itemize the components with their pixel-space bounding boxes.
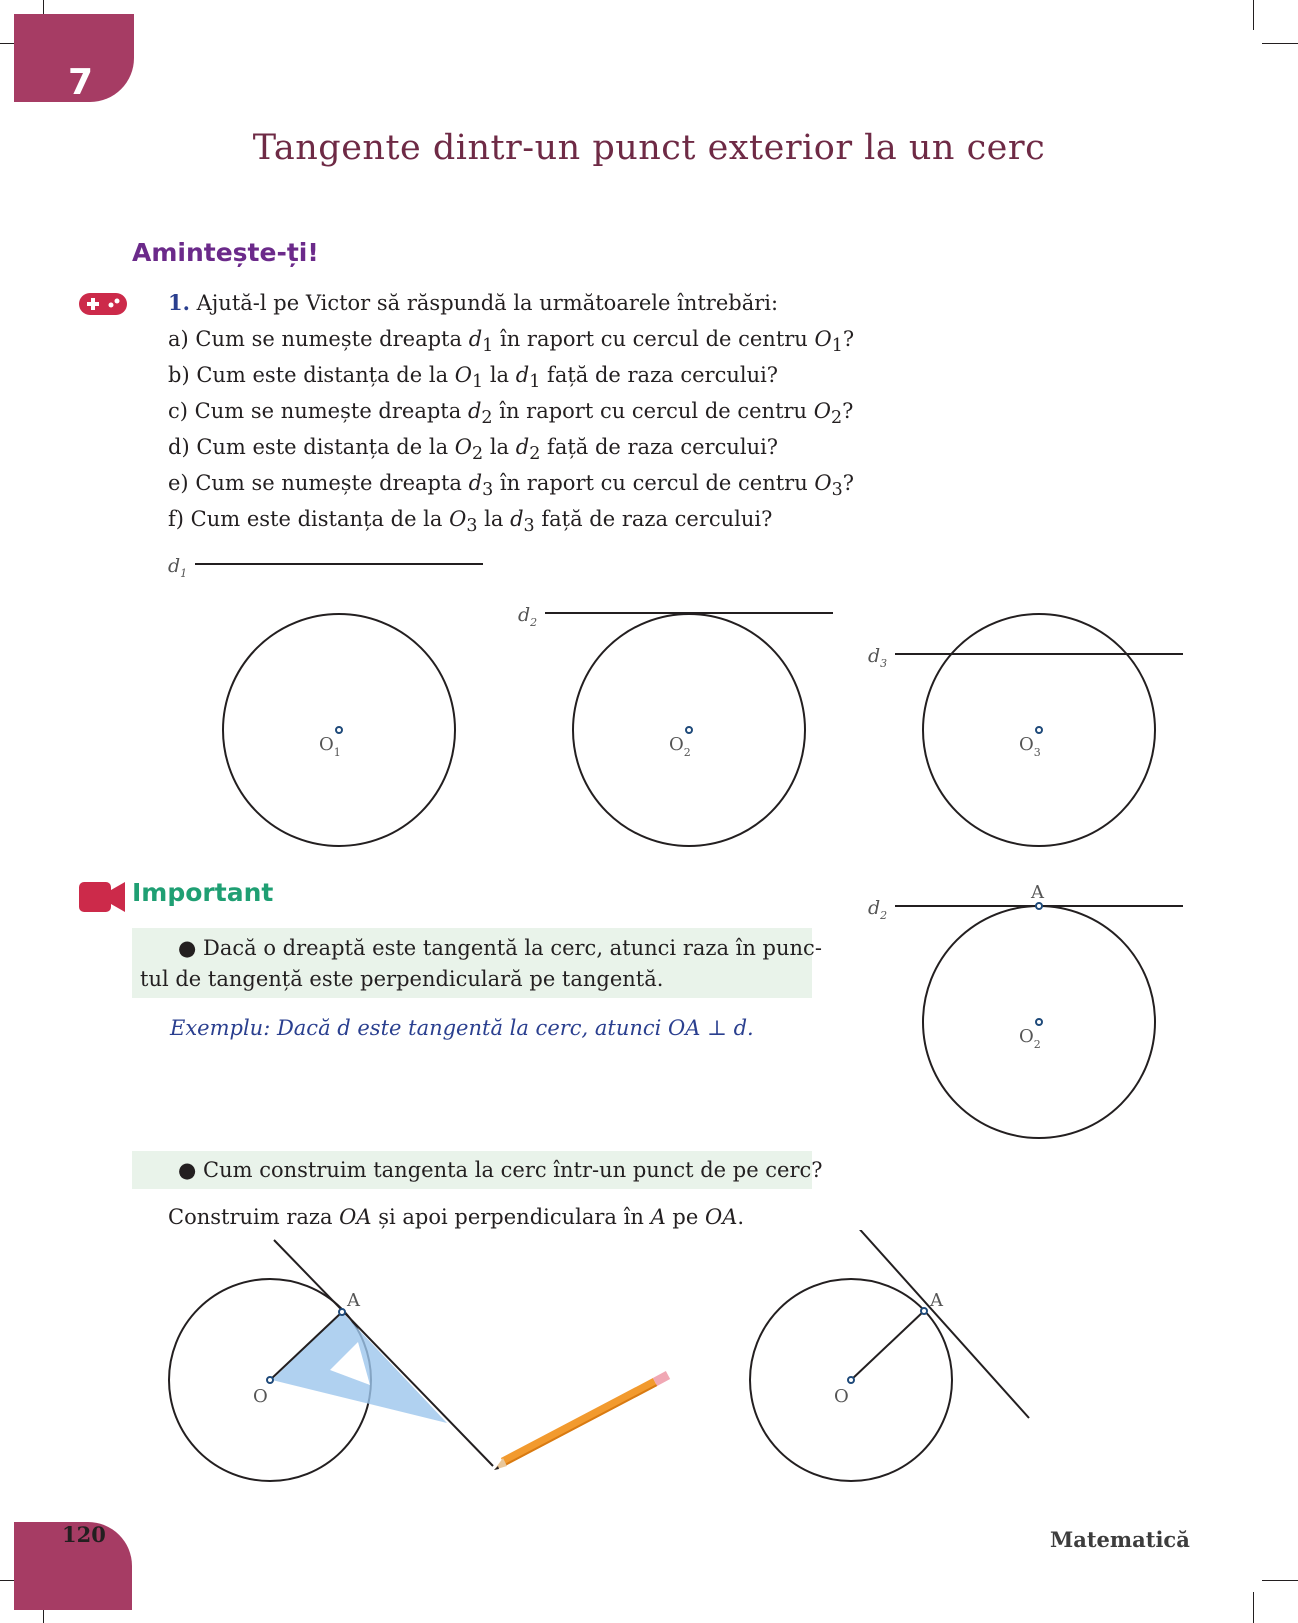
rule-line-1 bbox=[178, 933, 822, 963]
label-d2: $d_2$ bbox=[868, 897, 888, 922]
question-letter: f) bbox=[168, 507, 184, 531]
question-end: ? bbox=[842, 399, 854, 423]
label-d1: $d_1$ bbox=[168, 555, 188, 580]
perpendicular-symbol: ⊥ bbox=[707, 1016, 727, 1040]
center-var: O bbox=[813, 399, 831, 423]
exercise-intro-text: Ajută-l pe Victor să răspundă la următoarele întrebări: bbox=[196, 291, 779, 315]
example-prefix: Exemplu: Dacă d este tangentă la cerc, atunci OA bbox=[170, 1016, 701, 1040]
construct-var-oa-2: OA bbox=[704, 1205, 738, 1229]
question-a bbox=[168, 324, 854, 361]
line-sub: 3 bbox=[523, 516, 535, 537]
question-text: Cum construim tangenta la cerc într-un punct de pe cerc? bbox=[203, 1158, 823, 1182]
center-point-1 bbox=[336, 727, 342, 733]
bullet: ● bbox=[178, 1158, 197, 1182]
question-letter: e) bbox=[168, 471, 189, 495]
question-letter: d) bbox=[168, 435, 190, 459]
center-var: O bbox=[449, 507, 467, 531]
rule-text: Dacă o dreaptă este tangentă la cerc, atunci raza în punc- bbox=[203, 936, 822, 960]
question-text: la bbox=[489, 435, 510, 459]
line-var: d bbox=[467, 399, 482, 423]
tangent-figure bbox=[860, 876, 1190, 1146]
line-sub: 1 bbox=[529, 372, 541, 393]
construct-var-a: A bbox=[650, 1205, 666, 1229]
radius-oa-2 bbox=[851, 1311, 924, 1380]
crop-mark bbox=[1253, 1592, 1254, 1623]
label-a: A bbox=[1031, 882, 1044, 903]
question-b bbox=[168, 360, 778, 397]
construct-var-oa: OA bbox=[339, 1205, 372, 1229]
label-o2: $O_2$ bbox=[669, 734, 691, 759]
question-end: față de raza cercului? bbox=[541, 507, 773, 531]
crop-mark bbox=[1262, 1580, 1298, 1581]
center-var: O bbox=[454, 435, 472, 459]
question-letter: b) bbox=[168, 363, 190, 387]
question-box bbox=[132, 1151, 823, 1189]
question-text: Cum este distanța de la bbox=[196, 435, 449, 459]
question-end: ? bbox=[842, 471, 855, 495]
center-sub: 3 bbox=[831, 480, 843, 501]
center-point bbox=[1036, 1019, 1042, 1025]
rule-box bbox=[132, 928, 822, 998]
label-o: O bbox=[834, 1386, 849, 1407]
question-text: în raport cu cercul de centru bbox=[499, 399, 808, 423]
label-o2: $O_2$ bbox=[1019, 1026, 1041, 1051]
exercise-number: 1. bbox=[168, 290, 190, 315]
center-point-3 bbox=[1036, 727, 1042, 733]
question-text: la bbox=[484, 507, 504, 531]
question-d bbox=[168, 432, 778, 469]
page-number: 120 bbox=[62, 1522, 106, 1547]
question-text: în raport cu cercul de centru bbox=[499, 327, 808, 351]
question-letter: c) bbox=[168, 399, 188, 423]
question-text: Cum se numește dreapta bbox=[195, 327, 463, 351]
gamepad-icon bbox=[78, 290, 128, 318]
question-text: la bbox=[489, 363, 510, 387]
label-a: A bbox=[347, 1290, 360, 1311]
line-sub: 1 bbox=[482, 336, 494, 357]
point-a bbox=[1036, 903, 1042, 909]
line-sub: 2 bbox=[481, 408, 493, 429]
center-sub: 1 bbox=[472, 372, 484, 393]
example-suffix: d. bbox=[733, 1016, 754, 1040]
construct-text bbox=[168, 1205, 744, 1229]
question-text: Cum este distanța de la bbox=[190, 507, 443, 531]
construct-end: . bbox=[737, 1205, 745, 1229]
label-o1: $O_1$ bbox=[319, 734, 341, 759]
construct-mid: și apoi perpendiculara în bbox=[378, 1205, 644, 1229]
question-text: Cum se numește dreapta bbox=[194, 399, 462, 423]
line-var: d bbox=[515, 435, 530, 459]
center-point-2 bbox=[686, 727, 692, 733]
page-title: Tangente dintr-un punct exterior la un cerc bbox=[252, 128, 1046, 168]
line-var: d bbox=[515, 363, 530, 387]
question-end: ? bbox=[842, 327, 855, 351]
construct-pe: pe bbox=[672, 1205, 699, 1229]
center-var: O bbox=[454, 363, 472, 387]
question-letter: a) bbox=[168, 327, 189, 351]
tangent-line-2 bbox=[855, 1230, 1029, 1418]
line-sub: 3 bbox=[482, 480, 494, 501]
point-a bbox=[921, 1308, 927, 1314]
rule-line-2: tul de tangență este perpendiculară pe tangentă. bbox=[140, 967, 664, 991]
pencil-icon bbox=[494, 1375, 668, 1470]
label-a: A bbox=[930, 1290, 943, 1311]
question-text: Cum este distanța de la bbox=[196, 363, 449, 387]
question-c bbox=[168, 396, 853, 433]
video-camera-icon bbox=[78, 880, 126, 914]
label-o3: $O_3$ bbox=[1019, 734, 1041, 759]
center-point-o bbox=[267, 1377, 273, 1383]
construction-figures bbox=[0, 1230, 1298, 1490]
exercise-intro bbox=[168, 288, 778, 318]
question-f bbox=[168, 504, 772, 541]
line-var: d bbox=[510, 507, 524, 531]
crop-mark bbox=[1253, 0, 1254, 30]
footer-subject: Matematică bbox=[1050, 1527, 1190, 1552]
example-text bbox=[170, 1016, 754, 1040]
center-sub: 2 bbox=[830, 408, 843, 429]
bullet: ● bbox=[178, 936, 197, 960]
question-e bbox=[168, 468, 854, 505]
line-var: d bbox=[468, 327, 483, 351]
question-text: în raport cu cercul de centru bbox=[499, 471, 808, 495]
construct-pre: Construim raza bbox=[168, 1205, 333, 1229]
center-sub: 2 bbox=[472, 444, 484, 465]
line-sub: 2 bbox=[529, 444, 541, 465]
question-text: Cum se numește dreapta bbox=[195, 471, 462, 495]
label-o: O bbox=[253, 1386, 268, 1407]
point-a bbox=[339, 1309, 345, 1315]
important-heading: Important bbox=[132, 878, 274, 907]
circle-figures bbox=[0, 540, 1298, 860]
center-var: O bbox=[814, 327, 832, 351]
remember-heading: Amintește-ți! bbox=[132, 238, 319, 267]
label-d3: $d_3$ bbox=[868, 645, 888, 670]
label-d2: $d_2$ bbox=[518, 604, 538, 629]
question-line bbox=[178, 1155, 823, 1185]
question-end: față de raza cercului? bbox=[547, 435, 779, 459]
crop-mark bbox=[1262, 43, 1298, 44]
center-var: O bbox=[814, 471, 832, 495]
center-point-o bbox=[848, 1377, 854, 1383]
line-var: d bbox=[468, 471, 483, 495]
question-end: față de raza cercului? bbox=[547, 363, 779, 387]
chapter-number: 7 bbox=[68, 62, 94, 103]
center-sub: 1 bbox=[831, 336, 843, 357]
center-sub: 3 bbox=[466, 516, 478, 537]
